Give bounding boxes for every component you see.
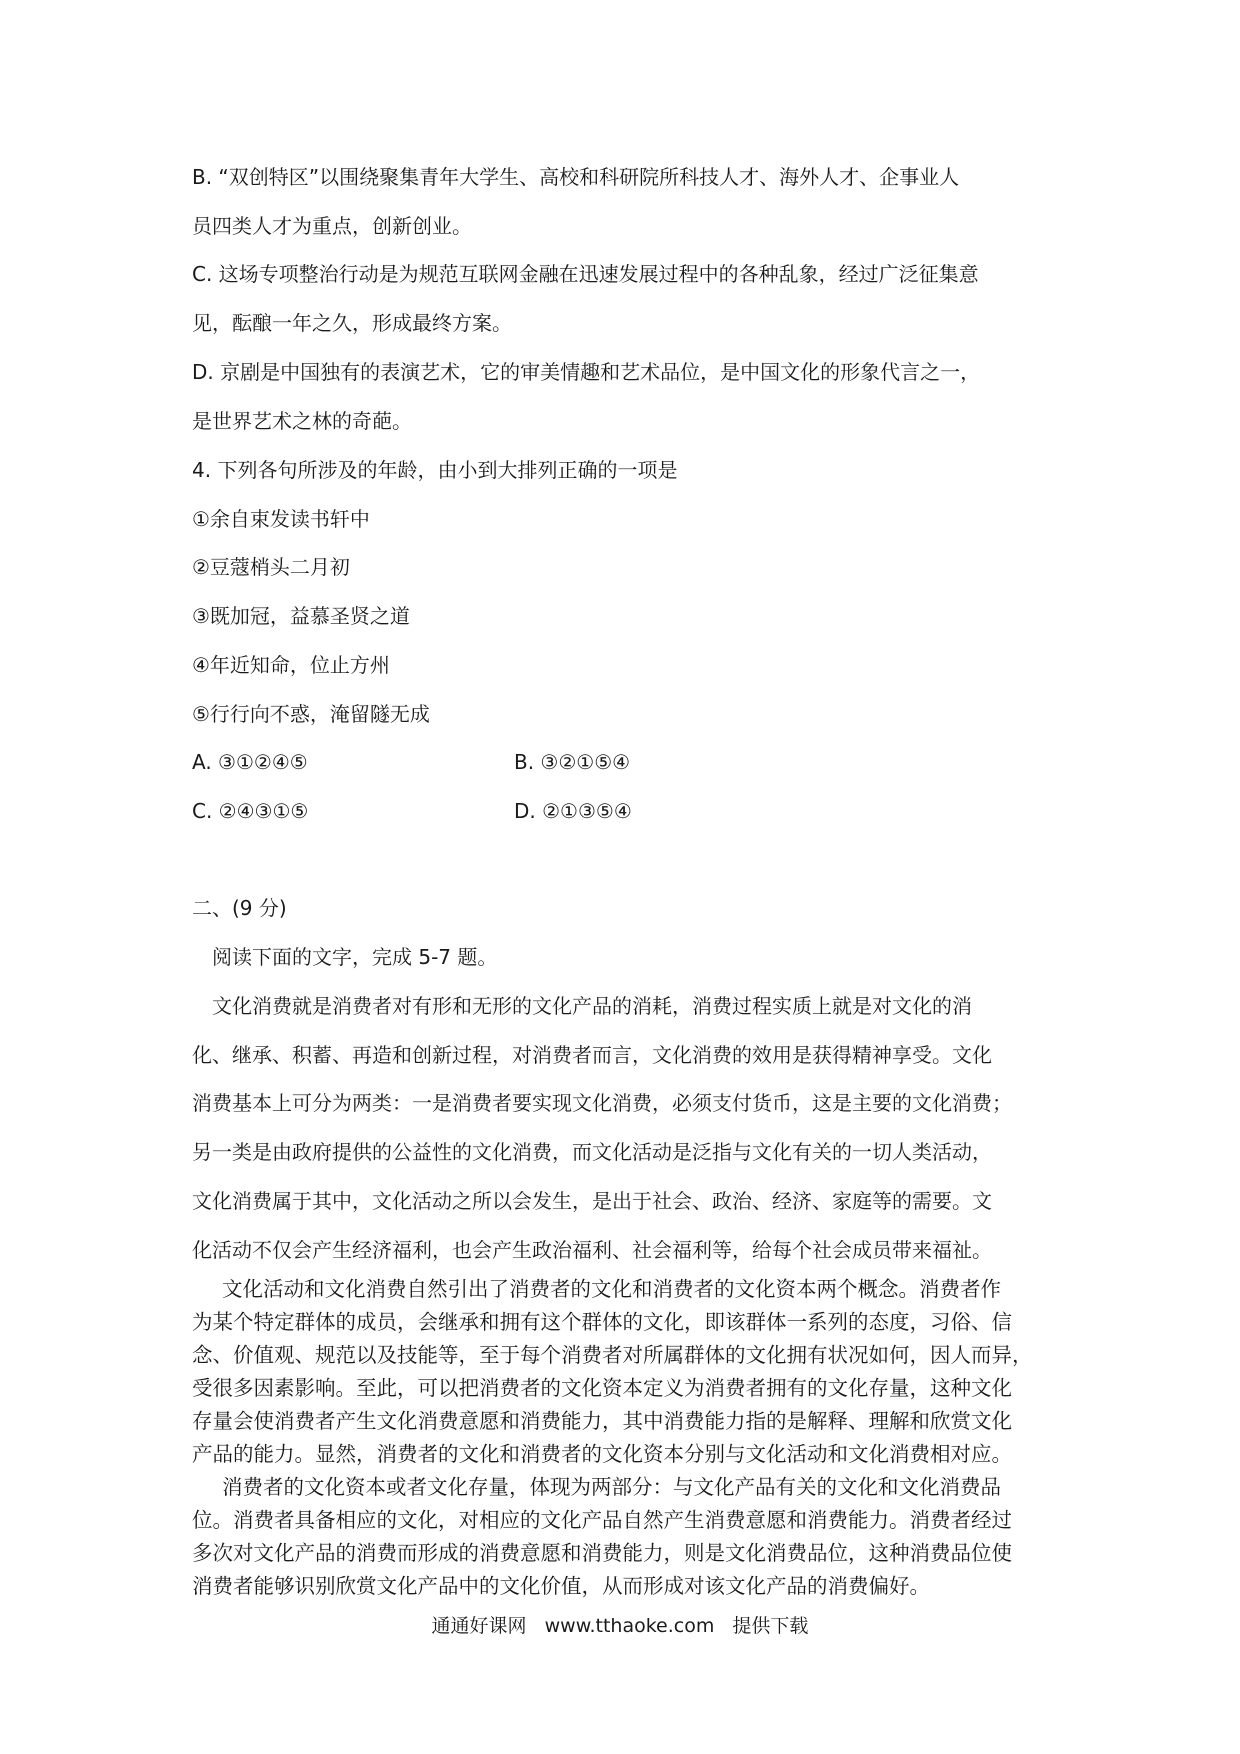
para2-line6: 产品的能力。显然，消费者的文化和消费者的文化资本分别与文化活动和文化消费相对应。: [192, 1442, 1012, 1466]
q4-option-c: C. ②④③①⑤: [192, 799, 309, 823]
para1-line3: 消费基本上可分为两类：一是消费者要实现文化消费，必须支付货币，这是主要的文化消费；: [192, 1091, 1012, 1115]
para1-line2: 化、继承、积蓄、再造和创新过程，对消费者而言，文化消费的效用是获得精神享受。文化: [192, 1043, 992, 1067]
page-footer: [0, 1617, 1240, 1636]
q4-stem: 4. 下列各句所涉及的年龄，由小到大排列正确的一项是: [192, 458, 678, 482]
para3-line1: 消费者的文化资本或者文化存量，体现为两部分：与文化产品有关的文化和文化消费品: [222, 1475, 1001, 1499]
q4-option-b: B. ③②①⑤④: [514, 750, 631, 774]
para3-line2: 位。消费者具备相应的文化，对相应的文化产品自然产生消费意愿和消费能力。消费者经过: [192, 1508, 1012, 1532]
q4-item-4: ④年近知命，位止方州: [192, 653, 390, 677]
q3-option-c-line2: 见，酝酿一年之久，形成最终方案。: [192, 311, 512, 335]
q3-option-c-line1: C. 这场专项整治行动是为规范互联网金融在迅速发展过程中的各种乱象，经过广泛征集意: [192, 262, 979, 286]
para3-line3: 多次对文化产品的消费而形成的消费意愿和消费能力，则是文化消费品位，这种消费品位使: [192, 1541, 1012, 1565]
q4-item-2: ②豆蔻梢头二月初: [192, 555, 350, 579]
section2-heading: 二、(9 分): [192, 896, 287, 920]
footer-note: 提供下载: [732, 1615, 809, 1637]
para2-line1: 文化活动和文化消费自然引出了消费者的文化和消费者的文化资本两个概念。消费者作: [222, 1277, 1001, 1301]
q4-item-3: ③既加冠，益慕圣贤之道: [192, 604, 410, 628]
para3-line4: 消费者能够识别欣赏文化产品中的文化价值，从而形成对该文化产品的消费偏好。: [192, 1574, 930, 1598]
q3-option-d-line2: 是世界艺术之林的奇葩。: [192, 409, 412, 433]
q4-option-d: D. ②①③⑤④: [514, 799, 632, 823]
para1-line6: 化活动不仅会产生经济福利，也会产生政治福利、社会福利等，给每个社会成员带来福祉。: [192, 1238, 992, 1262]
q3-option-b-line2: 员四类人才为重点，创新创业。: [192, 214, 472, 238]
para2-line5: 存量会使消费者产生文化消费意愿和消费能力，其中消费能力指的是解释、理解和欣赏文化: [192, 1409, 1012, 1433]
q4-option-a: A. ③①②④⑤: [192, 750, 308, 774]
footer-site-name: 通通好课网: [431, 1615, 527, 1637]
para2-line3: 念、价值观、规范以及技能等，至于每个消费者对所属群体的文化拥有状况如何，因人而异，: [192, 1343, 1033, 1367]
q3-option-b-line1: B. “双创特区”以围绕聚集青年大学生、高校和科研院所科技人才、海外人才、企事业人: [192, 165, 960, 189]
para1-line5: 文化消费属于其中，文化活动之所以会发生，是出于社会、政治、经济、家庭等的需要。文: [192, 1189, 992, 1213]
q4-item-5: ⑤行行向不惑，淹留隧无成: [192, 702, 430, 726]
para2-line4: 受很多因素影响。至此，可以把消费者的文化资本定义为消费者拥有的文化存量，这种文化: [192, 1376, 1012, 1400]
para1-line4: 另一类是由政府提供的公益性的文化消费，而文化活动是泛指与文化有关的一切人类活动，: [192, 1140, 992, 1164]
para1-line1: 文化消费就是消费者对有形和无形的文化产品的消耗，消费过程实质上就是对文化的消: [212, 994, 972, 1018]
para2-line2: 为某个特定群体的成员，会继承和拥有这个群体的文化，即该群体一系列的态度，习俗、信: [192, 1310, 1012, 1334]
footer-url: www.tthaoke.com: [544, 1615, 715, 1637]
q3-option-d-line1: D. 京剧是中国独有的表演艺术，它的审美情趣和艺术品位，是中国文化的形象代言之一，: [192, 360, 981, 384]
q4-item-1: ①余自束发读书轩中: [192, 507, 370, 531]
section2-instruction: 阅读下面的文字，完成 5-7 题。: [212, 945, 498, 969]
